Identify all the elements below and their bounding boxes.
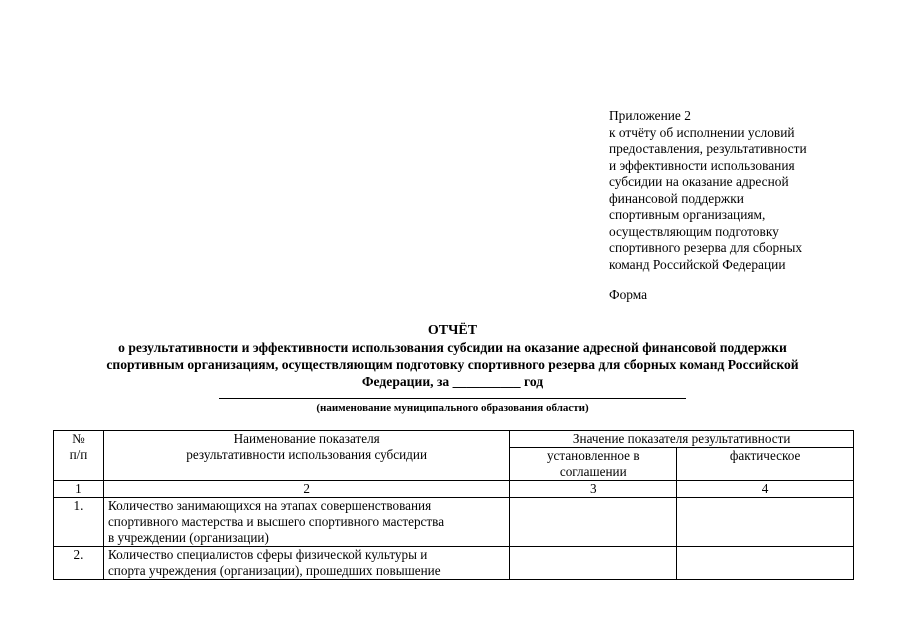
column-number: 1 — [54, 481, 104, 498]
row-name-line: спорта учреждения (организации), прошедших повышение — [107, 563, 441, 578]
form-label: Форма — [609, 287, 648, 302]
row-indicator-name — [103, 498, 509, 547]
header-established-line: соглашении — [559, 464, 627, 479]
appendix-line: к отчёту об исполнении условий — [609, 124, 795, 140]
header-indicator-name — [103, 431, 509, 481]
row-name-line: спортивного мастерства и высшего спортивного мастерства — [107, 514, 445, 529]
header-established — [510, 448, 677, 481]
header-name-line: результативности использования субсидии — [186, 447, 427, 462]
appendix-block — [609, 108, 849, 304]
header-number-line: № — [72, 431, 85, 446]
header-number — [54, 431, 104, 481]
appendix-line: субсидии на оказание адресной — [609, 174, 789, 189]
report-subtitle-line: спортивным организациям, осуществляющим подготовку спортивного резерва для сборных команд Российской — [106, 357, 799, 372]
appendix-line: осуществляющим подготовку — [609, 223, 779, 239]
row-actual-value[interactable] — [677, 547, 854, 580]
row-established-value[interactable] — [510, 498, 677, 547]
column-number: 3 — [510, 481, 677, 498]
report-table — [53, 430, 854, 580]
appendix-line: и эффективности использования — [609, 157, 795, 173]
row-indicator-name — [103, 547, 509, 580]
header-actual: фактическое — [677, 448, 854, 481]
report-title — [30, 322, 875, 390]
report-subtitle-line: Федерации, за __________ год — [361, 374, 544, 389]
row-name-line: в учреждении (организации) — [107, 530, 269, 545]
appendix-line: финансовой поддержки — [609, 190, 744, 206]
report-heading: ОТЧЁТ — [427, 323, 478, 338]
row-name-line: Количество специалистов сферы физической культуры и — [107, 547, 428, 562]
header-value-group: Значение показателя результативности — [510, 431, 854, 448]
table-row — [54, 498, 854, 547]
column-number: 2 — [103, 481, 509, 498]
row-number: 1. — [54, 498, 104, 547]
appendix-line: предоставления, результативности — [609, 141, 807, 156]
column-number: 4 — [677, 481, 854, 498]
row-established-value[interactable] — [510, 547, 677, 580]
appendix-line: спортивного резерва для сборных — [609, 240, 803, 255]
row-actual-value[interactable] — [677, 498, 854, 547]
appendix-line: команд Российской Федерации — [609, 256, 786, 272]
header-name-line: Наименование показателя — [233, 431, 380, 446]
header-number-line: п/п — [69, 447, 88, 462]
table-row — [54, 547, 854, 580]
municipality-caption: (наименование муниципального образования области) — [219, 398, 686, 415]
row-name-line: Количество занимающихся на этапах совершенствования — [107, 498, 432, 513]
report-subtitle-line: о результативности и эффективности использования субсидии на оказание адресной финансовой поддержки — [118, 340, 787, 355]
row-number: 2. — [54, 547, 104, 580]
table-header-row — [54, 431, 854, 448]
header-established-line: установленное в — [546, 448, 640, 463]
column-number-row — [54, 481, 854, 498]
appendix-line: Приложение 2 — [609, 108, 691, 123]
appendix-line: спортивным организациям, — [609, 207, 766, 222]
